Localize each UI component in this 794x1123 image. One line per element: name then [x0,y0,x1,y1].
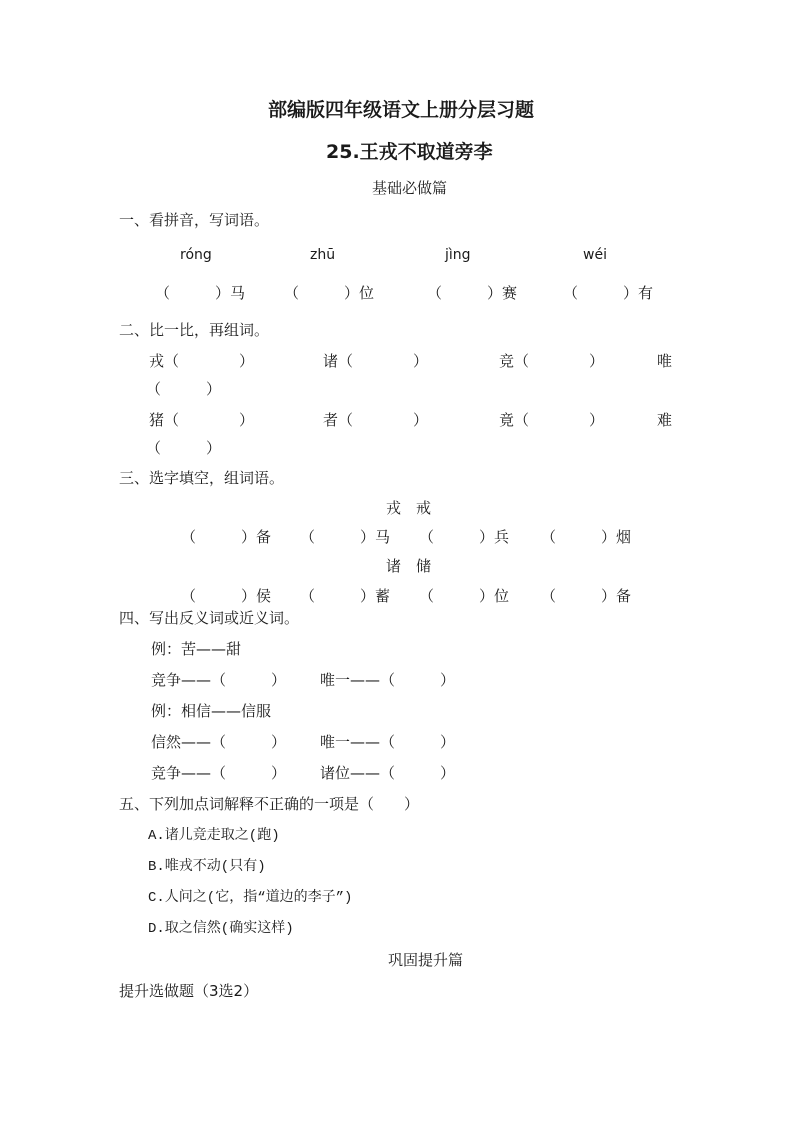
question-3-heading: 三、选字填空，组词语。 [119,469,285,487]
char-pair-2: 诸 储 [386,557,432,575]
compare-item-3[interactable]: 竞（ ） [499,352,605,370]
synonym-item-1[interactable]: 信然——（ ） [151,733,287,751]
question-1-heading: 一、看拼音，写词语。 [119,211,270,229]
fill-blank-4[interactable]: （ ）烟 [541,528,632,546]
compare-item-1[interactable]: 戎（ ） [149,352,255,370]
antonym-item-1[interactable]: 竞争——（ ） [151,671,287,689]
compare-item-8[interactable]: 难 [657,411,673,429]
fill-blank-7[interactable]: （ ）位 [419,587,510,605]
char-pair-1: 戎 戒 [386,499,432,517]
synonym-item-2[interactable]: 唯一——（ ） [320,733,456,751]
fill-blank-1[interactable]: （ ）备 [181,528,272,546]
compare-item-2[interactable]: 诸（ ） [323,352,429,370]
example-1: 例：苦——甜 [151,640,242,658]
compare-item-5[interactable]: 猪（ ） [149,411,255,429]
blank-word-1[interactable]: （ ）马 [155,284,246,302]
option-a[interactable]: A.诸儿竞走取之(跑) [148,828,280,844]
pinyin-3: jìng [445,247,471,263]
page-subtitle: 25.王戎不取道旁李 [326,141,493,163]
pinyin-1: róng [180,247,212,263]
fill-blank-2[interactable]: （ ）马 [300,528,391,546]
compare-item-7[interactable]: 竟（ ） [499,411,605,429]
blank-word-4[interactable]: （ ）有 [563,284,654,302]
synonym-item-4[interactable]: 诸位——（ ） [320,764,456,782]
section-heading-advanced: 巩固提升篇 [388,951,464,969]
question-5-heading: 五、下列加点词解释不正确的一项是（ ） [119,795,420,813]
option-c[interactable]: C.人问之(它，指“道边的李子”) [148,890,353,906]
compare-item-6[interactable]: 者（ ） [323,411,429,429]
option-d[interactable]: D.取之信然(确实这样) [148,921,294,937]
section-heading-basic: 基础必做篇 [372,179,448,197]
blank-word-3[interactable]: （ ）赛 [427,284,518,302]
fill-blank-8[interactable]: （ ）备 [541,587,632,605]
option-b[interactable]: B.唯戎不动(只有) [148,859,266,875]
question-6-heading: 提升选做题（3选2） [119,982,259,1000]
example-2: 例：相信——信服 [151,702,272,720]
pinyin-4: wéi [583,247,607,263]
page-title: 部编版四年级语文上册分层习题 [268,99,535,121]
question-2-heading: 二、比一比，再组词。 [119,321,270,339]
fill-blank-5[interactable]: （ ）侯 [181,587,272,605]
compare-item-4[interactable]: 唯 [657,352,673,370]
fill-blank-3[interactable]: （ ）兵 [419,528,510,546]
antonym-item-2[interactable]: 唯一——（ ） [320,671,456,689]
compare-item-4-blank[interactable]: （ ） [146,380,222,398]
synonym-item-3[interactable]: 竞争——（ ） [151,764,287,782]
pinyin-2: zhū [310,247,336,263]
compare-item-8-blank[interactable]: （ ） [146,439,222,457]
fill-blank-6[interactable]: （ ）蓄 [300,587,391,605]
blank-word-2[interactable]: （ ）位 [284,284,375,302]
question-4-heading: 四、写出反义词或近义词。 [119,609,300,627]
